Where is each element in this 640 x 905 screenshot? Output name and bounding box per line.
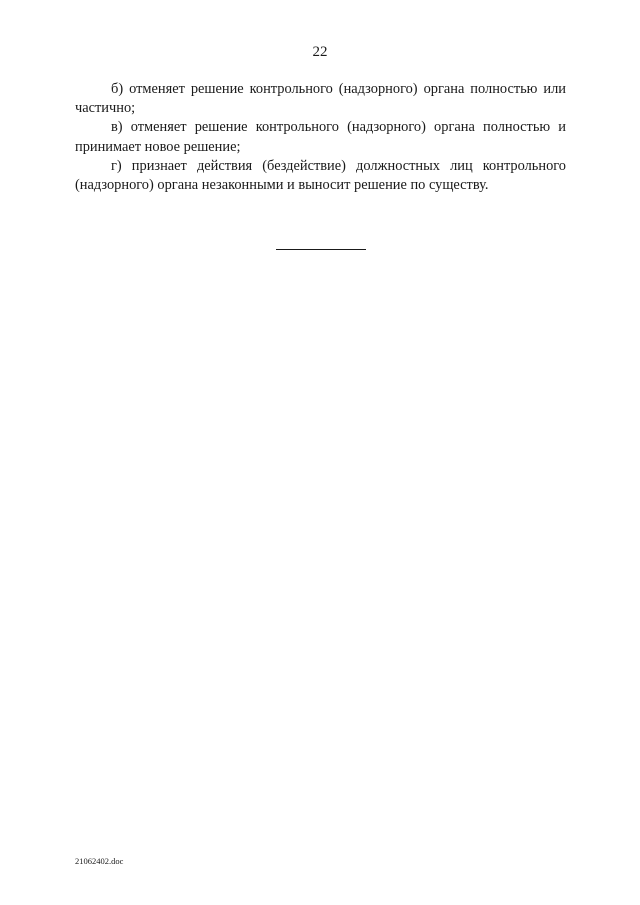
paragraph-b: б) отменяет решение контрольного (надзорного) органа полностью или частично; <box>75 81 566 117</box>
paragraph-g: г) признает действия (бездействие) должностных лиц контрольного (надзорного) органа незаконными и выносит решение по существу. <box>75 157 566 194</box>
paragraph-v: в) отменяет решение контрольного (надзорного) органа полностью и принимает новое решение; <box>75 119 566 155</box>
footer-filename: 21062402.doc <box>75 856 124 866</box>
page-number: 22 <box>312 44 328 60</box>
end-separator-line <box>276 249 366 250</box>
document-body <box>75 80 566 195</box>
